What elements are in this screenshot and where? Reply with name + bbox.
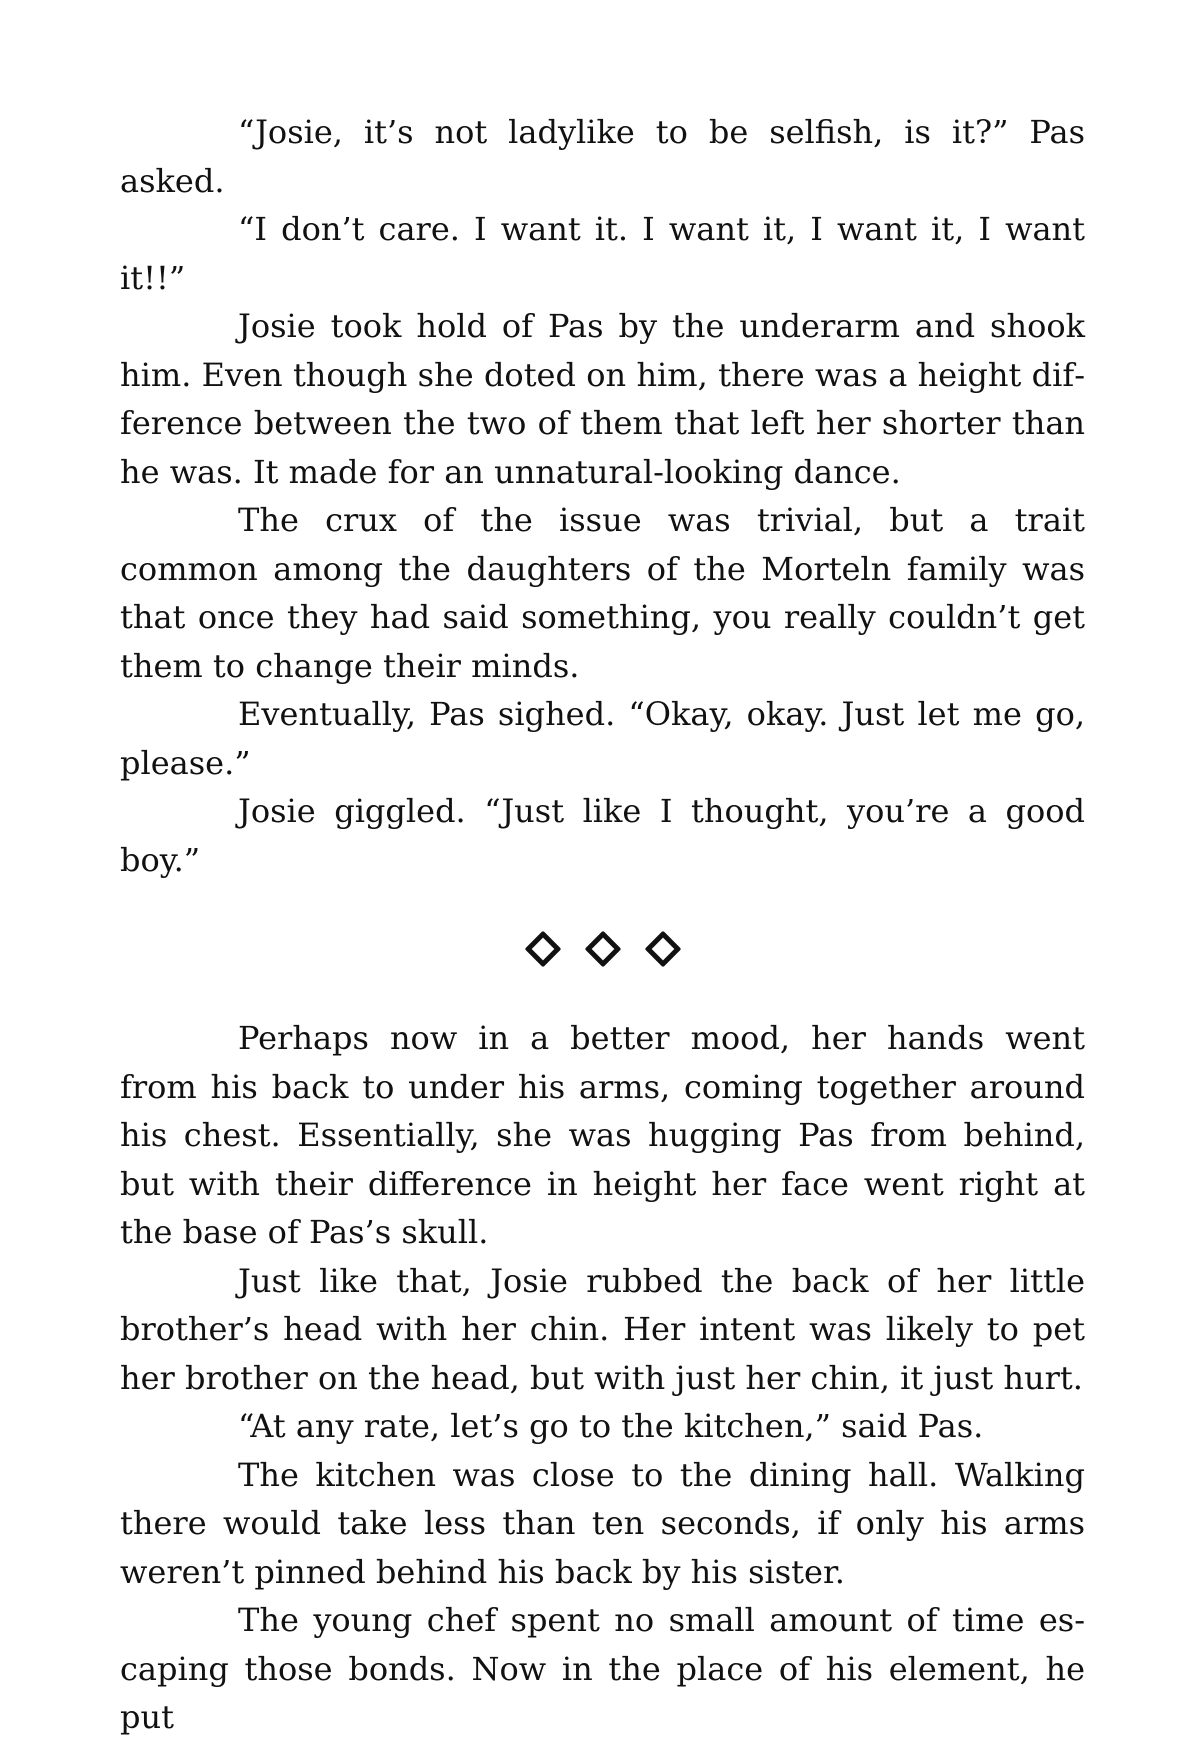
paragraph: Josie took hold of Pas by the underarm and shook him. Even though she doted on him, there was a height difference between the two of them that left her shorter than he was. It made for an unnatural-looking dance. (120, 307, 1085, 491)
paragraph: The young chef spent no small amount of time escaping those bonds. Now in the place of his element, he put (120, 1601, 1085, 1736)
paragraph: “I don’t care. I want it. I want it, I want it, I want it!!” (120, 210, 1085, 297)
paragraph: The kitchen was close to the dining hall. Walking there would take less than ten seconds, if only his arms weren’t pinned behind his back by his sister. (120, 1455, 1085, 1591)
paragraph: “Josie, it’s not ladylike to be selfish, is it?” Pas asked. (120, 113, 1085, 200)
paragraph: Just like that, Josie rubbed the back of her little brother’s head with her chin. Her intent was likely to pet her brother on the head, but with just her chin, it just hurt. (120, 1261, 1085, 1397)
diamond-outline-icon (644, 931, 681, 968)
scene-break (120, 884, 1085, 1014)
paragraph: “At any rate, let’s go to the kitchen,” said Pas. (238, 1407, 984, 1445)
diamond-outline-icon (524, 931, 561, 968)
paragraph: Josie giggled. “Just like I thought, you’re a good boy.” (120, 792, 1085, 879)
diamond-outline-icon (584, 931, 621, 968)
paragraph: The crux of the issue was trivial, but a trait common among the daughters of the Morteln family was that once they had said something, you really couldn’t get them to change their minds. (120, 501, 1085, 685)
book-page (120, 108, 1085, 1742)
paragraph: Perhaps now in a better mood, her hands went from his back to under his arms, coming together around his chest. Essentially, she was hugging Pas from behind, but with their difference in height her face went right at the base of Pas’s skull. (120, 1019, 1085, 1251)
paragraph: Eventually, Pas sighed. “Okay, okay. Just let me go, please.” (120, 695, 1085, 782)
